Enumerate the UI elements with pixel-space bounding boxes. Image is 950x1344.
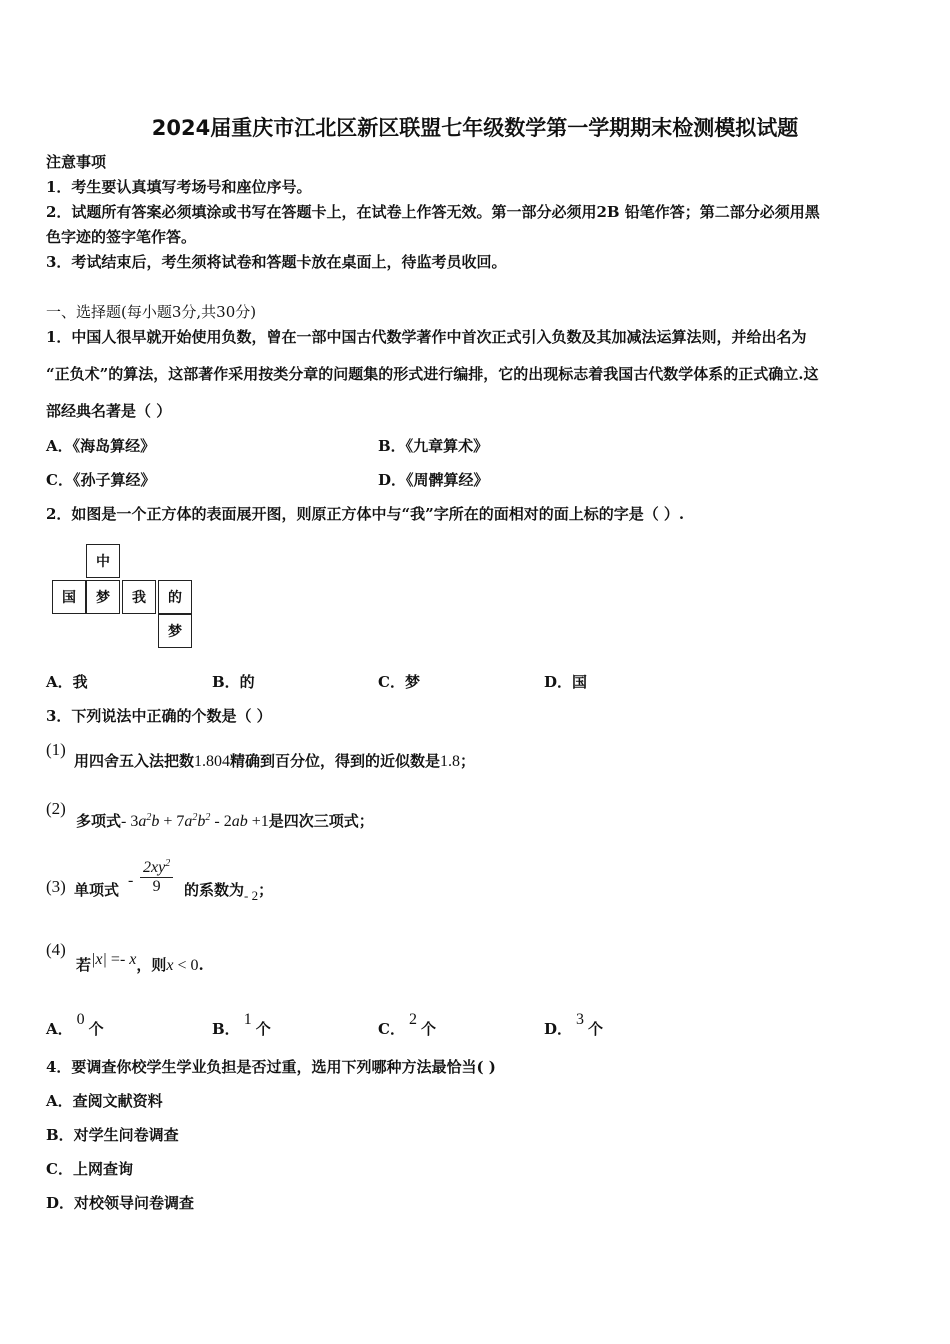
q3-s2-index: (2)	[46, 799, 66, 818]
math-fraction: $\frac{2xy^2}{9}$	[140, 858, 182, 896]
math-expression: |x|	[91, 951, 107, 968]
math-value: 1.804	[194, 753, 231, 770]
q3-statement-4: 若|x| =- x，则x < 0.	[76, 951, 204, 974]
notes-item: 2．试题所有答案必须填涂或书写在答题卡上，在试卷上作答无效。第一部分必须用2B 铅笔作答；第二部分必须用黑	[46, 203, 820, 221]
notes-heading: 注意事项	[46, 153, 107, 171]
math-expression: - $3a^2b + 7a^2b^2 - 2ab +1$	[121, 812, 269, 830]
section-heading: 一、选择题(每小题3分,共30分)	[46, 303, 257, 321]
math-sign: -	[128, 872, 134, 889]
q3-option-d: D．3个	[544, 1011, 604, 1038]
notes-item: 1．考生要认真填写考场号和座位序号。	[46, 178, 312, 196]
q4-option-b: B．对学生问卷调查	[46, 1126, 179, 1144]
q3-option-c: C．2个	[378, 1011, 436, 1038]
page-title: 2024届重庆市江北区新区联盟七年级数学第一学期期末检测模拟试题	[151, 116, 799, 140]
q1-option-c: C．《孙子算经》	[46, 471, 156, 489]
q3-statement-3-rest: 的系数为- 2；	[184, 881, 274, 903]
q2-option-a: A．我	[46, 673, 88, 691]
q1-line: 1．中国人很早就开始使用负数，曾在一部中国古代数学著作中首次正式引入负数及其加减法运算法则，并给出名为	[46, 328, 807, 346]
q1-option-a: A．《海岛算经》	[46, 437, 156, 455]
q2-stem: 2．如图是一个正方体的表面展开图，则原正方体中与“我”字所在的面相对的面上标的字是（ ）.	[46, 505, 685, 523]
net-face: 我	[122, 580, 156, 614]
net-face: 的	[158, 580, 192, 614]
q3-option-b: B．1个	[212, 1011, 271, 1038]
q3-stem: 3．下列说法中正确的个数是（ ）	[46, 707, 272, 725]
q3-statement-2: 多项式- $3a^2b + 7a^2b^2 - 2ab +1$是四次三项式；	[76, 812, 374, 830]
net-face: 国	[52, 580, 86, 614]
q2-option-d: D．国	[544, 673, 588, 691]
q4-option-d: D．对校领导问卷调查	[46, 1194, 195, 1212]
cube-net-figure	[50, 540, 200, 652]
math-value: - 2	[244, 888, 259, 903]
q3-s3-index: (3)	[46, 877, 66, 896]
q1-option-b: B．《九章算术》	[378, 437, 489, 455]
net-face: 梦	[86, 580, 120, 614]
net-face-bottom: 梦	[158, 614, 192, 648]
notes-item: 色字迹的签字笔作答。	[46, 228, 197, 246]
q1-line: “正负术”的算法，这部著作采用按类分章的问题集的形式进行编排，它的出现标志着我国古代数学体系的正式确立.这	[46, 365, 819, 383]
q3-s1-index: (1)	[46, 740, 66, 759]
math-value: 1.8	[440, 753, 461, 770]
q4-option-c: C．上网查询	[46, 1160, 133, 1178]
q4-stem: 4．要调查你校学生学业负担是否过重，选用下列哪种方法最恰当( )	[46, 1058, 496, 1076]
net-face-top: 中	[86, 544, 120, 578]
q1-line: 部经典名著是（ ）	[46, 402, 172, 420]
q2-option-b: B．的	[212, 673, 255, 691]
q2-option-c: C．梦	[378, 673, 420, 691]
q3-statement-3-text: 单项式	[74, 881, 120, 899]
q3-statement-1: 用四舍五入法把数1.804精确到百分位，得到的近似数是1.8；	[74, 752, 476, 770]
q3-option-a: A．0个	[46, 1011, 104, 1038]
q3-s4-index: (4)	[46, 940, 66, 959]
q4-option-a: A．查阅文献资料	[46, 1092, 163, 1110]
notes-item: 3．考试结束后，考生须将试卷和答题卡放在桌面上，待监考员收回。	[46, 253, 507, 271]
q1-option-d: D．《周髀算经》	[378, 471, 489, 489]
